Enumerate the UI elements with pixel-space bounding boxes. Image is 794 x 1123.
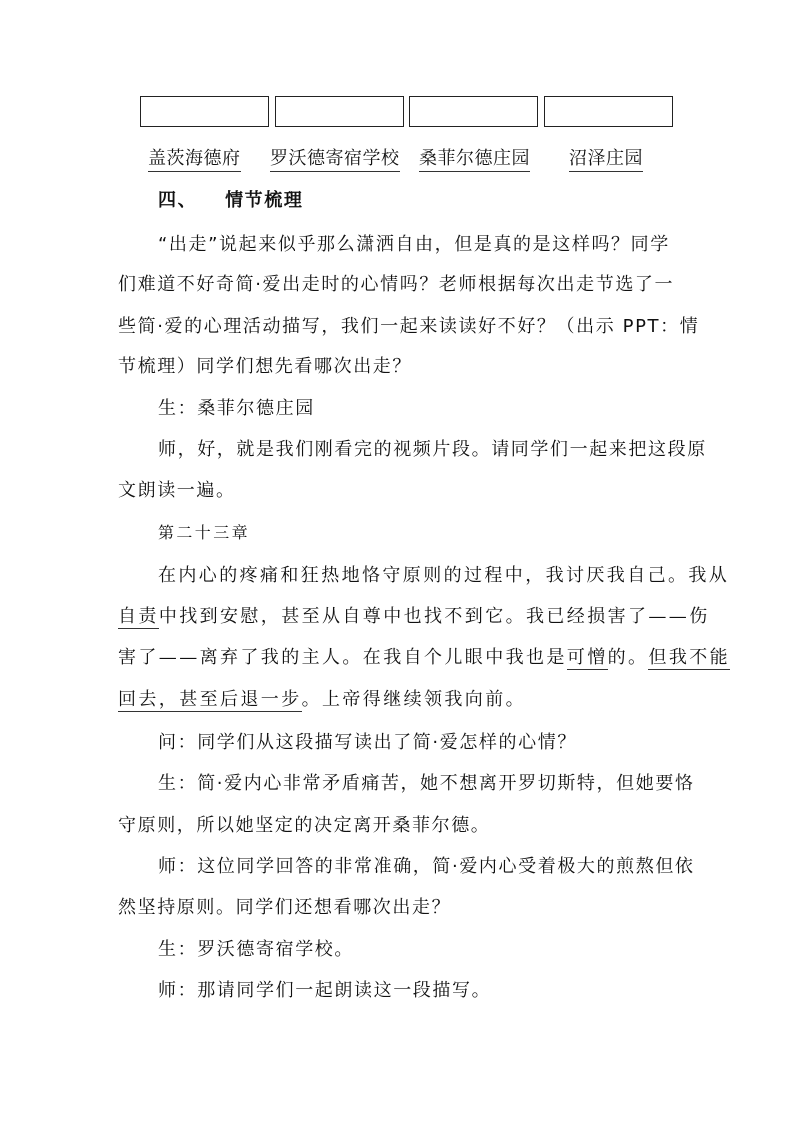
- underlined-phrase: 可憎: [566, 647, 608, 668]
- excerpt-text: 中找到安慰，甚至从自尊中也找不到它。我已经损害了——伤: [158, 606, 710, 627]
- answer-box-1[interactable]: [140, 96, 269, 127]
- paragraph-line: 些简·爱的心理活动描写，我们一起来读读好不好？（出示 PPT：情: [118, 316, 700, 337]
- underlined-phrase: 回去，甚至后退一步: [118, 689, 302, 710]
- answer-box-4[interactable]: [544, 96, 673, 127]
- location-label-3: 桑菲尔德庄园: [419, 148, 530, 172]
- location-label-2: 罗沃德寄宿学校: [270, 148, 400, 172]
- location-label-1: 盖茨海德府: [148, 148, 241, 172]
- teacher-line: 然坚持原则。同学们还想看哪次出走？: [118, 897, 452, 918]
- underlined-phrase: 但我不能: [648, 647, 731, 668]
- answer-box-3[interactable]: [409, 96, 538, 127]
- section-heading: [158, 189, 303, 213]
- excerpt-text: 。上帝得继续领我向前。: [301, 689, 527, 710]
- teacher-line: 师，好，就是我们刚看完的视频片段。请同学们一起来把这段原: [158, 439, 707, 460]
- underlined-phrase: 自责: [118, 606, 159, 627]
- teacher-line: 师：这位同学回答的非常准确，简·爱内心受着极大的煎熬但依: [158, 856, 695, 877]
- excerpt-text: 的。: [607, 647, 649, 668]
- student-answer-1: 生：桑菲尔德庄园: [158, 398, 315, 419]
- teacher-line: 文朗读一遍。: [118, 480, 236, 501]
- answer-boxes: [140, 96, 673, 129]
- location-labels: [0, 148, 794, 172]
- excerpt-line: [118, 688, 526, 712]
- location-label-4: 沼泽庄园: [569, 148, 643, 172]
- student-line: 守原则，所以她坚定的决定离开桑菲尔德。: [118, 815, 491, 836]
- excerpt-line: [118, 605, 710, 629]
- question-line: 问：同学们从这段描写读出了简·爱怎样的心情？: [158, 732, 577, 753]
- student-answer-3: 生：罗沃德寄宿学校。: [158, 939, 354, 960]
- paragraph-line: 节梳理）同学们想先看哪次出走？: [118, 356, 412, 377]
- paragraph-line: “出走”说起来似乎那么潇洒自由，但是真的是这样吗？同学: [158, 234, 670, 255]
- excerpt-text: 害了——离弃了我的主人。在我自个儿眼中我也是: [118, 647, 567, 668]
- paragraph-line: 们难道不好奇简·爱出走时的心情吗？老师根据每次出走节选了一: [118, 274, 675, 295]
- section-title: 情节梳理: [225, 190, 304, 211]
- excerpt-line: 在内心的疼痛和狂热地恪守原则的过程中，我讨厌我自己。我从: [158, 565, 730, 586]
- section-number: 四、: [158, 190, 198, 211]
- student-line: 生：简·爱内心非常矛盾痛苦，她不想离开罗切斯特，但她要恪: [158, 773, 695, 794]
- chapter-heading: 第二十三章: [158, 523, 251, 542]
- teacher-instruction: 师：那请同学们一起朗读这一段描写。: [158, 980, 492, 1001]
- excerpt-line: [118, 646, 730, 670]
- answer-box-2[interactable]: [275, 96, 404, 127]
